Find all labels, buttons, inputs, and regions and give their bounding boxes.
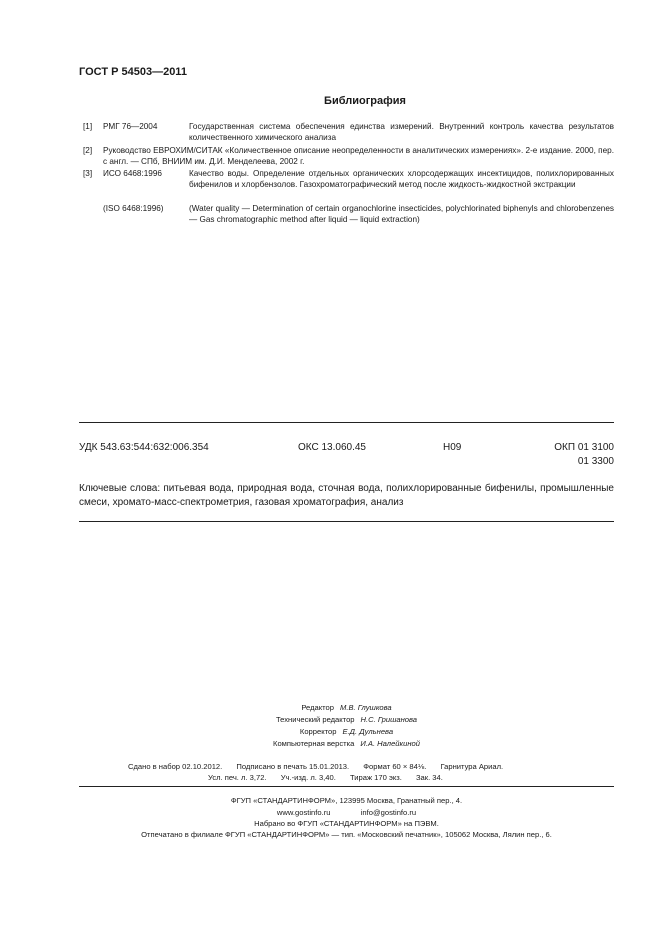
keywords: Ключевые слова: питьевая вода, природная вода, сточная вода, полихлорированные бифенилы, промышленные смеси, хромато-масс-спектрометрия, газовая хроматография, анализ: [79, 483, 614, 508]
publication-info-line-1: [128, 762, 515, 771]
divider: [79, 786, 614, 787]
publication-info-line-2: [208, 773, 455, 782]
credit-role: Технический редактор: [275, 715, 355, 724]
okp-code-1: ОКП 01 3100: [554, 442, 614, 453]
printing-info: Отпечатано в филиале ФГУП «СТАНДАРТИНФОРМ» — тип. «Московский печатник», 105062 Москва, Лялин пер., 6.: [141, 830, 552, 839]
credit-line: [79, 738, 614, 751]
typeset-info: Набрано во ФГУП «СТАНДАРТИНФОРМ» на ПЭВМ.: [254, 819, 439, 828]
publisher-address: ФГУП «СТАНДАРТИНФОРМ», 123995 Москва, Гранатный пер., 4.: [230, 796, 463, 805]
credit-role: Корректор: [299, 727, 337, 736]
divider: [79, 422, 614, 423]
entry-text: (Water quality — Determination of certain organochlorine insecticides, polychlorinated biphenyls and chlorobenzenes — Gas chromatographic method after liquid — liquid extraction): [189, 204, 614, 224]
order-number: Зак. 34.: [415, 773, 443, 782]
entry-number: [2]: [83, 146, 93, 155]
divider: [79, 521, 614, 522]
group-code: Н09: [443, 442, 462, 453]
credit-name: И.А. Налейкиной: [360, 739, 420, 748]
website-link[interactable]: www.gostinfo.ru: [276, 808, 331, 817]
credit-line: [79, 702, 614, 715]
bibliography-entry-2: [79, 146, 614, 167]
signed-date: Подписано в печать 15.01.2013.: [236, 762, 350, 771]
entry-number: [1]: [83, 122, 93, 131]
credit-line: [79, 714, 614, 727]
entry-reference: РМГ 76—2004: [103, 122, 158, 131]
bibliography-entry-3-original: [79, 204, 614, 225]
entry-text: Руководство ЕВРОХИМ/СИТАК «Количественное описание неопределенности в аналитических измерениях». 2-е издание. 2000, пер. с англ. — СПб, ВНИИМ им. Д.И. Менделеева, 2002 г.: [103, 146, 614, 166]
format: Формат 60 × 84⅛.: [363, 762, 427, 771]
font-name: Гарнитура Ариал.: [440, 762, 504, 771]
credit-role: Компьютерная верстка: [273, 739, 355, 748]
bibliography-entry-3: [79, 169, 614, 190]
oks-code: ОКС 13.060.45: [298, 442, 366, 453]
credit-name: Н.С. Гришанова: [360, 715, 418, 724]
entry-number: [3]: [83, 169, 93, 178]
bibliography-entry-1: [79, 122, 614, 143]
entry-text: Качество воды. Определение отдельных органических хлорсодержащих инсектицидов, полихлорированных бифенилов и хлорбензолов. Газохроматографический метод после жидкость-жидкостной экстракции: [189, 169, 614, 189]
print-sheets: Усл. печ. л. 3,72.: [208, 773, 267, 782]
bibliography-title-text: Библиография: [324, 95, 406, 107]
print-run: Тираж 170 экз.: [349, 773, 402, 782]
document-code: ГОСТ Р 54503—2011: [79, 66, 187, 78]
sent-date: Сдано в набор 02.10.2012.: [128, 762, 223, 771]
publisher-contacts: [79, 808, 614, 817]
okp-code-2: 01 3300: [577, 456, 614, 467]
entry-text: Государственная система обеспечения единства измерений. Внутренний контроль качества результатов количественного химического анализа: [189, 122, 614, 142]
credit-role: Редактор: [301, 703, 335, 712]
entry-reference: (ISO 6468:1996): [103, 204, 164, 213]
credit-line: [79, 726, 614, 739]
udk-code: УДК 543.63:544:632:006.354: [79, 442, 209, 453]
entry-reference: ИСО 6468:1996: [103, 169, 162, 178]
email-link[interactable]: info@gostinfo.ru: [360, 808, 417, 817]
credit-name: М.В. Глушкова: [340, 703, 392, 712]
bibliography-title: [79, 95, 614, 107]
credit-name: Е.Д. Дульнева: [342, 727, 394, 736]
publish-sheets: Уч.-изд. л. 3,40.: [280, 773, 336, 782]
